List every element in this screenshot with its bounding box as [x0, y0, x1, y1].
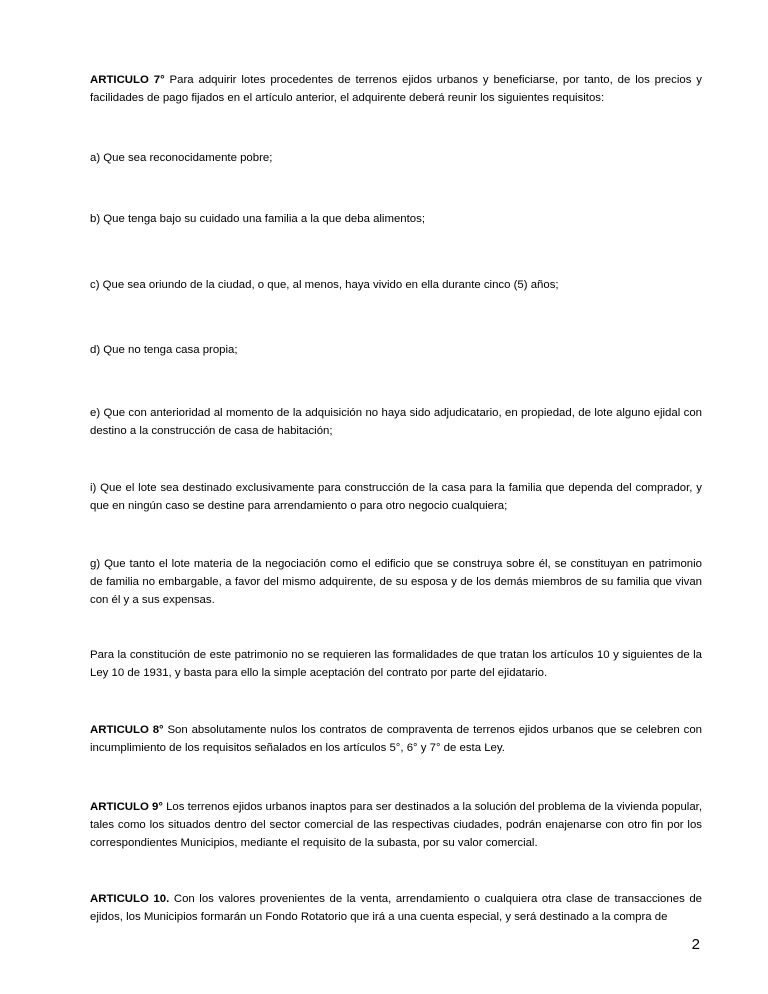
patrimony-text: Para la constitución de este patrimonio no se requieren las formalidades de que tratan los artículos 10 y siguientes de la Ley 10 de 1931, y basta para ello la simple aceptación del contrato por parte del ejidatario.	[90, 649, 702, 679]
requirement-c	[90, 276, 702, 294]
article-9-heading: ARTICULO 9°	[90, 801, 163, 813]
requirement-d	[90, 341, 702, 359]
article-8-text: Son absolutamente nulos los contratos de compraventa de terrenos ejidos urbanos que se celebren con incumplimiento de los requisitos señalados en los artículos 5°, 6° y 7° de esta Ley.	[90, 724, 702, 754]
requirement-i-text: i) Que el lote sea destinado exclusivamente para construcción de la casa para la familia que dependa del comprador, y que en ningún caso se destine para arrendamiento o para otro negocio cualquiera;	[90, 482, 702, 512]
requirement-g-text: g) Que tanto el lote materia de la negociación como el edificio que se construya sobre él, se constituyan en patrimonio de familia no embargable, a favor del mismo adquirente, de su esposa y de los demás miembros de su familia que vivan con él y a sus expensas.	[90, 558, 702, 606]
article-7-paragraph	[90, 71, 702, 107]
article-10-heading: ARTICULO 10.	[90, 893, 170, 905]
requirement-b	[90, 210, 702, 228]
requirement-e	[90, 404, 702, 440]
requirement-c-text: c) Que sea oriundo de la ciudad, o que, al menos, haya vivido en ella durante cinco (5) años;	[90, 279, 559, 291]
page-number: 2	[691, 936, 700, 953]
article-8-heading: ARTICULO 8°	[90, 724, 164, 736]
patrimony-paragraph	[90, 646, 702, 682]
article-7-heading: ARTICULO 7°	[90, 74, 165, 86]
article-7-text: Para adquirir lotes procedentes de terrenos ejidos urbanos y beneficiarse, por tanto, de los precios y facilidades de pago fijados en el artículo anterior, el adquirente deberá reunir los siguientes requisitos:	[90, 74, 702, 104]
article-10-paragraph	[90, 890, 702, 926]
requirement-e-text: e) Que con anterioridad al momento de la adquisición no haya sido adjudicatario, en propiedad, de lote alguno ejidal con destino a la construcción de casa de habitación;	[90, 407, 702, 437]
requirement-i	[90, 479, 702, 515]
requirement-b-text: b) Que tenga bajo su cuidado una familia a la que deba alimentos;	[90, 213, 425, 225]
article-8-paragraph	[90, 721, 702, 757]
article-10-text: Con los valores provenientes de la venta, arrendamiento o cualquiera otra clase de transacciones de ejidos, los Municipios formarán un Fondo Rotatorio que irá a una cuenta especial, y será destinado a la compra de	[90, 893, 703, 923]
requirement-d-text: d) Que no tenga casa propia;	[90, 344, 238, 356]
article-9-text: Los terrenos ejidos urbanos inaptos para ser destinados a la solución del problema de la vivienda popular, tales como los situados dentro del sector comercial de las respectivas ciudades, podrán enajenarse con otro fin por los correspondientes Municipios, mediante el requisito de la subasta, por su valor comercial.	[90, 801, 702, 849]
article-9-paragraph	[90, 798, 702, 852]
requirement-g	[90, 555, 702, 609]
requirement-a-text: a) Que sea reconocidamente pobre;	[90, 152, 273, 164]
requirement-a	[90, 149, 702, 167]
